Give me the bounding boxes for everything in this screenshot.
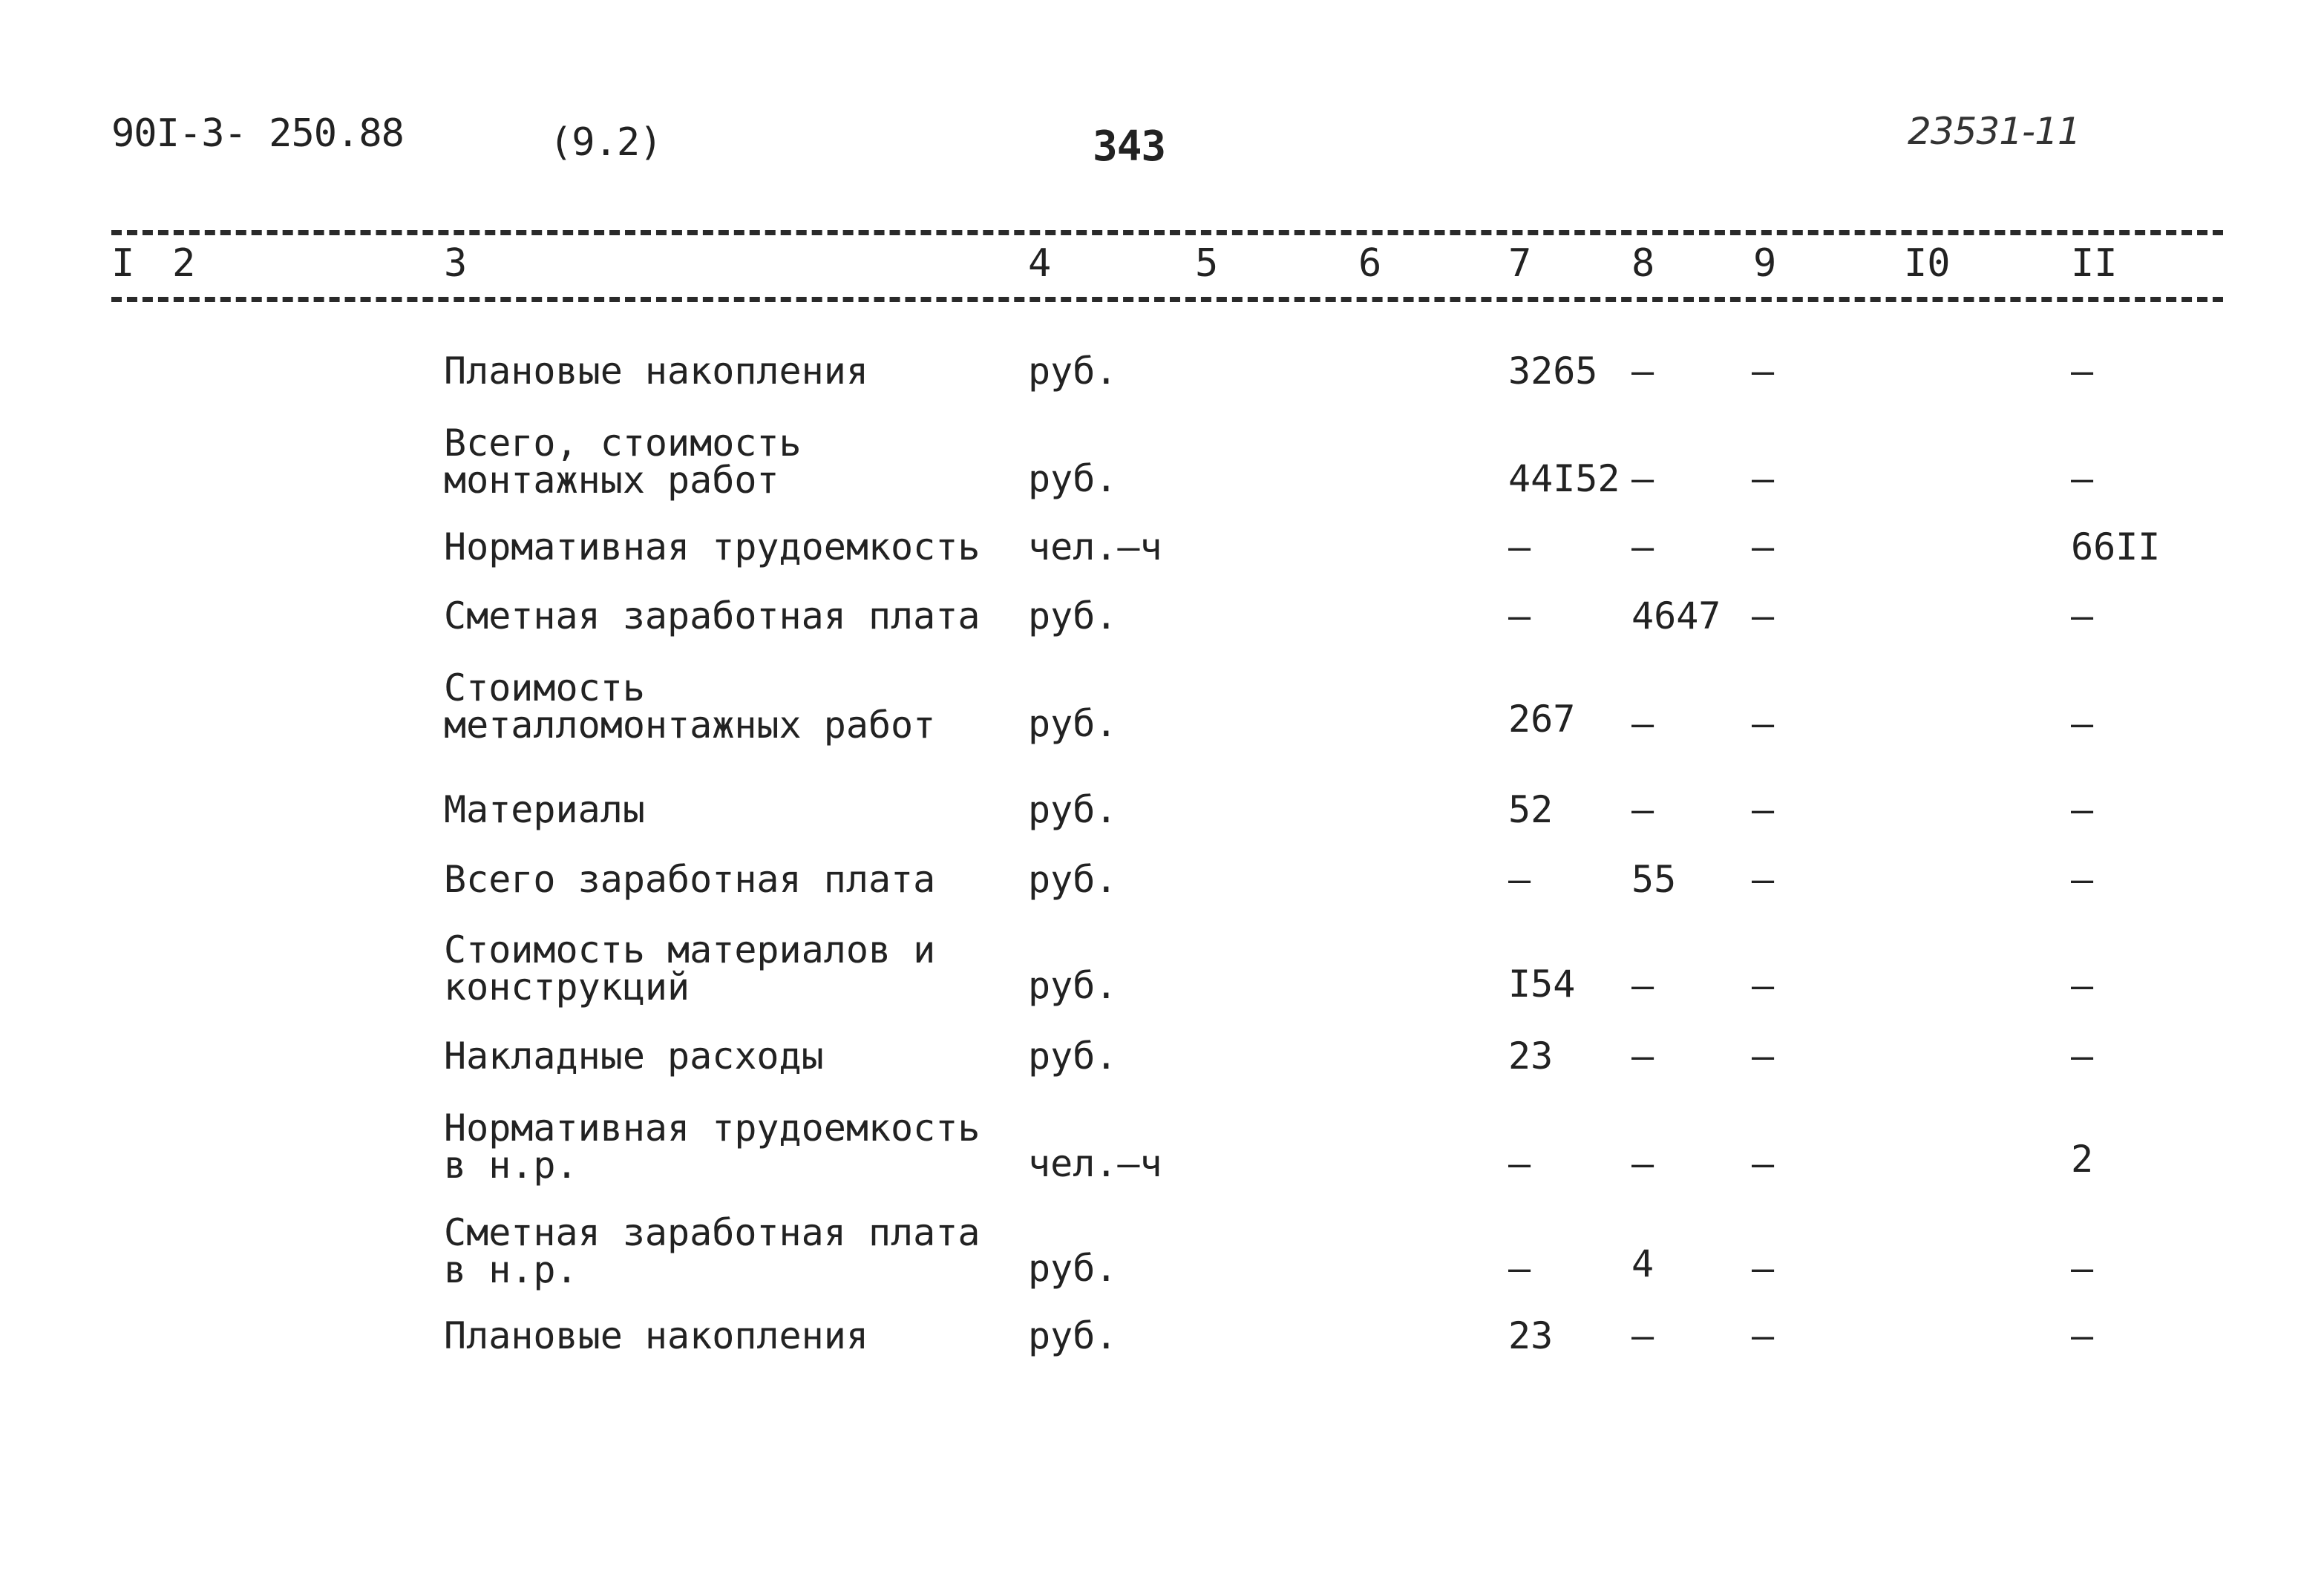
handwritten-sheet-number: 23531-11 [1908, 110, 2081, 153]
column-7-value: – [1508, 858, 1531, 901]
row-name: Нормативная трудоемкость в н.р. [444, 1106, 981, 1187]
column-8-value: – [1631, 457, 1654, 500]
column-7-value: 52 [1508, 788, 1554, 831]
column-11-value: – [2071, 350, 2094, 393]
row-unit: руб. [1028, 1247, 1118, 1290]
column-8-value: – [1631, 350, 1654, 393]
column-8-value: – [1631, 1035, 1654, 1078]
column-11-value: – [2071, 858, 2094, 901]
column-8-value: 4647 [1631, 594, 1721, 637]
column-11-value: – [2071, 702, 2094, 745]
row-name: Всего заработная плата [444, 858, 936, 901]
column-number: 9 [1753, 241, 1777, 286]
column-7-value: 267 [1508, 698, 1576, 741]
column-7-value: I54 [1508, 963, 1576, 1006]
column-number: 8 [1631, 241, 1655, 286]
column-9-value: – [1752, 964, 1775, 1007]
column-11-value: – [2071, 1035, 2094, 1078]
column-7-value: 23 [1508, 1314, 1554, 1357]
column-11-value: – [2071, 1247, 2094, 1290]
column-11-value: – [2071, 457, 2094, 500]
column-number: 6 [1358, 241, 1382, 286]
row-unit: руб. [1028, 858, 1118, 901]
bottom-dashed-rule [111, 297, 2223, 302]
row-name: Материалы [444, 788, 645, 831]
row-unit: руб. [1028, 702, 1118, 745]
column-11-value: – [2071, 788, 2094, 831]
top-dashed-rule [111, 230, 2223, 235]
column-number: 2 [172, 241, 196, 286]
row-name: Плановые накопления [444, 1314, 868, 1357]
column-8-value: 4 [1631, 1242, 1654, 1285]
column-number: II [2071, 241, 2118, 286]
column-9-value: – [1752, 858, 1775, 901]
column-number: 5 [1195, 241, 1219, 286]
row-unit: руб. [1028, 350, 1118, 393]
row-unit: руб. [1028, 457, 1118, 500]
column-11-value: 2 [2071, 1138, 2094, 1181]
column-9-value: – [1752, 702, 1775, 745]
column-9-value: – [1752, 1247, 1775, 1290]
column-number: 4 [1028, 241, 1052, 286]
column-8-value: – [1631, 525, 1654, 568]
column-9-value: – [1752, 1142, 1775, 1185]
column-9-value: – [1752, 350, 1775, 393]
row-unit: руб. [1028, 788, 1118, 831]
section-number: (9.2) [549, 120, 662, 165]
column-number: I [111, 241, 135, 286]
column-11-value: – [2071, 594, 2094, 637]
row-unit: руб. [1028, 964, 1118, 1007]
column-11-value: – [2071, 1314, 2094, 1357]
column-11-value: 66II [2071, 525, 2161, 568]
row-unit: руб. [1028, 594, 1118, 637]
column-9-value: – [1752, 457, 1775, 500]
row-name: Сметная заработная плата [444, 594, 981, 637]
row-name: Сметная заработная плата в н.р. [444, 1211, 981, 1291]
column-8-value: – [1631, 1314, 1654, 1357]
column-7-value: – [1508, 594, 1531, 637]
column-number: I0 [1904, 241, 1951, 286]
column-8-value: – [1631, 1142, 1654, 1185]
column-number: 3 [444, 241, 468, 286]
column-8-value: – [1631, 788, 1654, 831]
column-9-value: – [1752, 525, 1775, 568]
row-unit: чел.–ч [1028, 525, 1162, 568]
column-8-value: – [1631, 964, 1654, 1007]
column-number: 7 [1508, 241, 1532, 286]
column-9-value: – [1752, 1314, 1775, 1357]
column-9-value: – [1752, 1035, 1775, 1078]
page-number: 343 [1093, 122, 1166, 171]
row-unit: руб. [1028, 1314, 1118, 1357]
column-7-value: – [1508, 1247, 1531, 1290]
column-7-value: 3265 [1508, 350, 1598, 393]
column-7-value: – [1508, 525, 1531, 568]
column-7-value: – [1508, 1142, 1531, 1185]
column-8-value: – [1631, 702, 1654, 745]
column-7-value: 23 [1508, 1035, 1554, 1078]
column-9-value: – [1752, 594, 1775, 637]
row-name: Всего, стоимость монтажных работ [444, 422, 802, 502]
row-name: Стоимость металломонтажных работ [444, 666, 936, 747]
row-name: Нормативная трудоемкость [444, 525, 981, 568]
document-code: 90I-3- 250.88 [111, 111, 404, 156]
row-name: Плановые накопления [444, 350, 868, 393]
column-11-value: – [2071, 964, 2094, 1007]
column-7-value: 44I52 [1508, 457, 1620, 500]
column-9-value: – [1752, 788, 1775, 831]
row-unit: руб. [1028, 1035, 1118, 1078]
column-8-value: 55 [1631, 858, 1677, 901]
row-name: Стоимость материалов и конструкций [444, 928, 936, 1009]
row-name: Накладные расходы [444, 1035, 824, 1078]
row-unit: чел.–ч [1028, 1142, 1162, 1185]
